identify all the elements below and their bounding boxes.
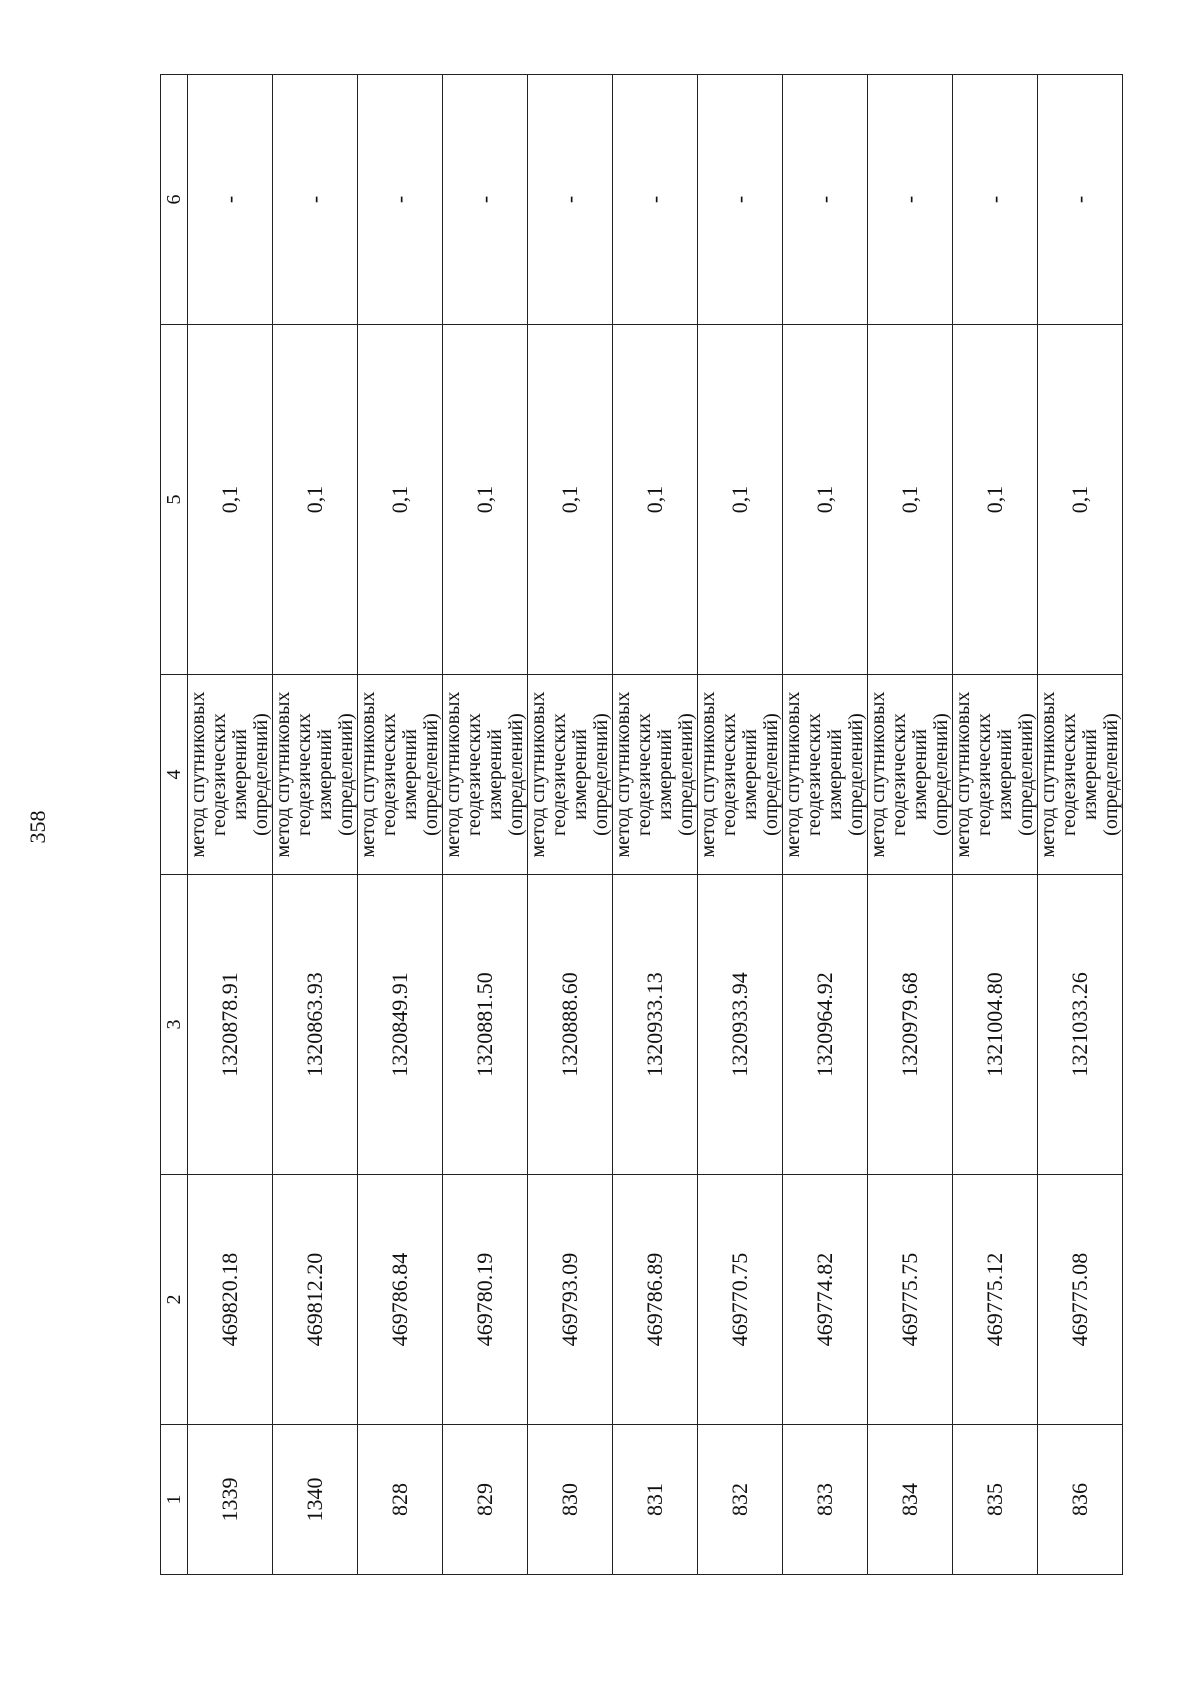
point-number-cell: 831 [613,1425,698,1575]
method-text-line: геодезических измерений [378,713,421,836]
table-row [273,75,358,1575]
method-cell [868,675,953,875]
method-text-line: метод спутниковых [782,691,804,858]
x-coordinate-cell: 469775.12 [953,1175,1038,1425]
column-header: 1 [161,1425,188,1575]
table-row [698,75,783,1575]
accuracy-cell: 0,1 [528,325,613,675]
note-cell: - [358,75,443,325]
x-coordinate-cell: 469786.84 [358,1175,443,1425]
method-cell [528,675,613,875]
note-cell: - [1038,75,1123,325]
point-number-cell: 833 [783,1425,868,1575]
x-coordinate-cell: 469793.09 [528,1175,613,1425]
method-cell [188,675,273,875]
method-text-line: (определений) [675,713,697,836]
point-number-cell: 1340 [273,1425,358,1575]
method-text-line: геодезических измерений [1058,713,1101,836]
note-cell: - [698,75,783,325]
method-cell [358,675,443,875]
method-text-line: геодезических измерений [633,713,676,836]
point-number-cell: 836 [1038,1425,1123,1575]
table-row [868,75,953,1575]
accuracy-cell: 0,1 [953,325,1038,675]
coordinates-table [160,74,1123,1575]
table-row [443,75,528,1575]
y-coordinate-cell: 1320979.68 [868,875,953,1175]
x-coordinate-cell: 469770.75 [698,1175,783,1425]
y-coordinate-cell: 1321004.80 [953,875,1038,1175]
accuracy-cell: 0,1 [1038,325,1123,675]
method-text-line: (определений) [1100,713,1122,836]
method-text-line: метод спутниковых [612,691,634,858]
x-coordinate-cell: 469775.08 [1038,1175,1123,1425]
column-header: 4 [161,675,188,875]
y-coordinate-cell: 1320881.50 [443,875,528,1175]
method-cell [953,675,1038,875]
method-text-line: (определений) [845,713,867,836]
method-text-line: (определений) [420,713,442,836]
table-row [1038,75,1123,1575]
y-coordinate-cell: 1320878.91 [188,875,273,1175]
y-coordinate-cell: 1320933.94 [698,875,783,1175]
accuracy-cell: 0,1 [443,325,528,675]
method-text-line: геодезических измерений [463,713,506,836]
accuracy-cell: 0,1 [698,325,783,675]
method-text-line: метод спутниковых [187,691,209,858]
x-coordinate-cell: 469820.18 [188,1175,273,1425]
method-text-line: метод спутниковых [272,691,294,858]
x-coordinate-cell: 469775.75 [868,1175,953,1425]
y-coordinate-cell: 1321033.26 [1038,875,1123,1175]
note-cell: - [613,75,698,325]
point-number-cell: 828 [358,1425,443,1575]
column-header: 6 [161,75,188,325]
note-cell: - [188,75,273,325]
x-coordinate-cell: 469774.82 [783,1175,868,1425]
note-cell: - [528,75,613,325]
method-text-line: метод спутниковых [357,691,379,858]
y-coordinate-cell: 1320964.92 [783,875,868,1175]
method-text-line: метод спутниковых [442,691,464,858]
method-text-line: геодезических измерений [803,713,846,836]
coordinates-table-container [160,75,1122,1575]
note-cell: - [443,75,528,325]
method-text-line: (определений) [930,713,952,836]
accuracy-cell: 0,1 [188,325,273,675]
method-text-line: (определений) [760,713,782,836]
rotated-table-frame [160,75,1122,1575]
accuracy-cell: 0,1 [868,325,953,675]
table-header [161,75,188,1575]
method-text-line: метод спутниковых [867,691,889,858]
method-text-line: геодезических измерений [208,713,251,836]
y-coordinate-cell: 1320849.91 [358,875,443,1175]
method-text-line: геодезических измерений [973,713,1016,836]
note-cell: - [783,75,868,325]
accuracy-cell: 0,1 [783,325,868,675]
point-number-cell: 830 [528,1425,613,1575]
method-text-line: (определений) [590,713,612,836]
method-text-line: (определений) [250,713,272,836]
method-text-line: метод спутниковых [952,691,974,858]
y-coordinate-cell: 1320888.60 [528,875,613,1175]
column-header: 5 [161,325,188,675]
header-row [161,75,188,1575]
method-text-line: метод спутниковых [1037,691,1059,858]
point-number-cell: 1339 [188,1425,273,1575]
x-coordinate-cell: 469786.89 [613,1175,698,1425]
table-row [358,75,443,1575]
method-text-line: геодезических измерений [293,713,336,836]
point-number-cell: 835 [953,1425,1038,1575]
method-cell [613,675,698,875]
column-header: 2 [161,1175,188,1425]
method-cell [1038,675,1123,875]
method-text-line: геодезических измерений [888,713,931,836]
method-cell [698,675,783,875]
accuracy-cell: 0,1 [358,325,443,675]
method-text-line: геодезических измерений [718,713,761,836]
point-number-cell: 832 [698,1425,783,1575]
table-row [613,75,698,1575]
method-cell [443,675,528,875]
x-coordinate-cell: 469780.19 [443,1175,528,1425]
method-cell [273,675,358,875]
method-cell [783,675,868,875]
method-text-line: (определений) [1015,713,1037,836]
y-coordinate-cell: 1320863.93 [273,875,358,1175]
method-text-line: метод спутниковых [527,691,549,858]
table-body [188,75,1123,1575]
table-row [783,75,868,1575]
table-row [953,75,1038,1575]
page-number: 358 [25,810,50,844]
method-text-line: геодезических измерений [548,713,591,836]
y-coordinate-cell: 1320933.13 [613,875,698,1175]
method-text-line: (определений) [335,713,357,836]
accuracy-cell: 0,1 [613,325,698,675]
point-number-cell: 834 [868,1425,953,1575]
note-cell: - [953,75,1038,325]
note-cell: - [868,75,953,325]
table-row [528,75,613,1575]
note-cell: - [273,75,358,325]
point-number-cell: 829 [443,1425,528,1575]
method-text-line: (определений) [505,713,527,836]
accuracy-cell: 0,1 [273,325,358,675]
table-row [188,75,273,1575]
method-text-line: метод спутниковых [697,691,719,858]
column-header: 3 [161,875,188,1175]
x-coordinate-cell: 469812.20 [273,1175,358,1425]
